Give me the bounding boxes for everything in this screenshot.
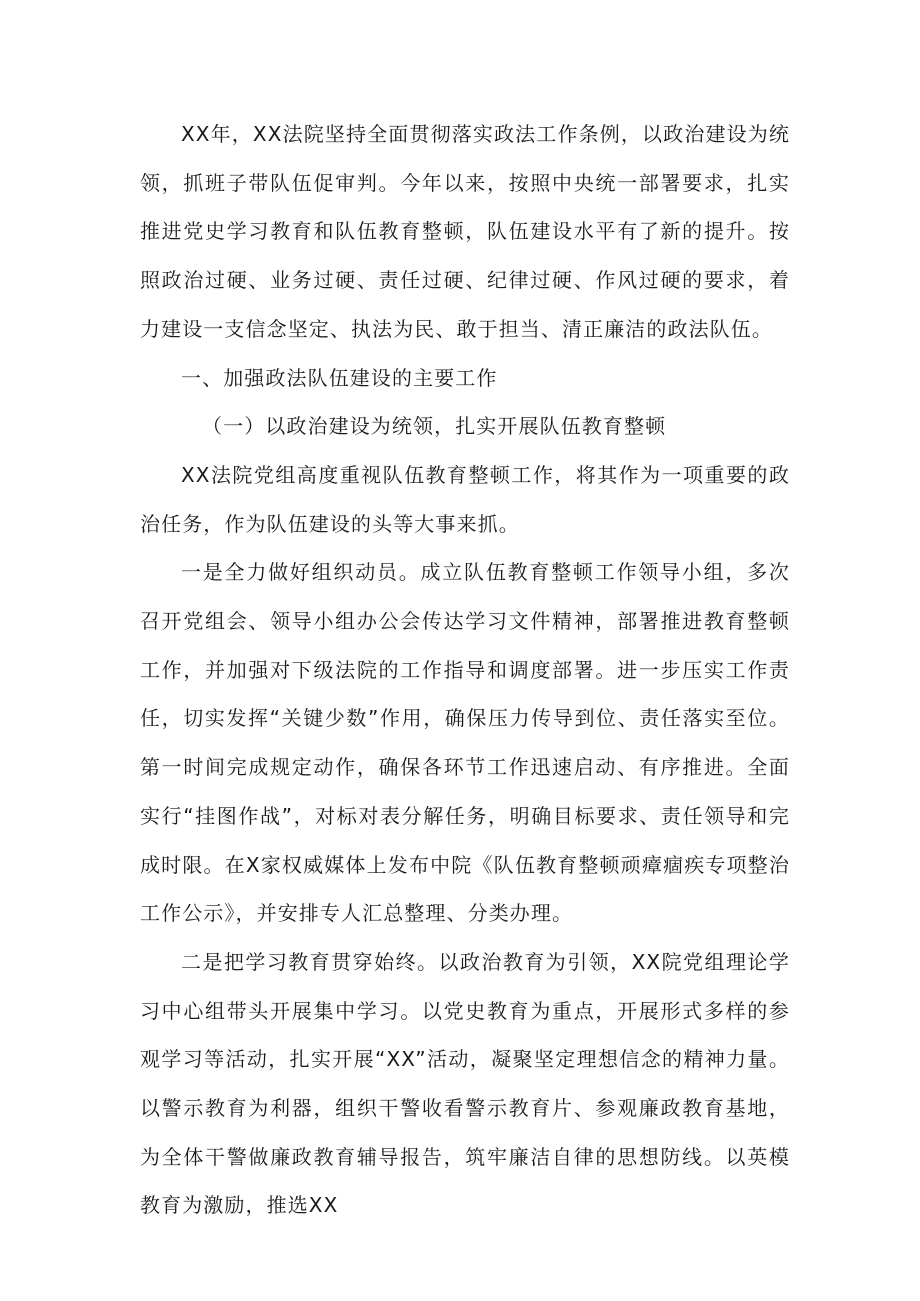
body-paragraph: 二是把学习教育贯穿始终。以政治教育为引领，XX院党组理论学习中心组带头开展集中学习。以党史教育为重点，开展形式多样的参观学习等活动，扎实开展“XX”活动，凝聚坚定理想信念的精神力量。以警示教育为利器，组织干警收看警示教育片、参观廉政教育基地，为全体干警做廉政教育辅导报告，筑牢廉洁自律的思想防线。以英模教育为激励，推选XX — [140, 949, 790, 1218]
body-paragraph: 一是全力做好组织动员。成立队伍教育整顿工作领导小组，多次召开党组会、领导小组办公会传达学习文件精神，部署推进教育整顿工作，并加强对下级法院的工作指导和调度部署。进一步压实工作责任，切实发挥“关键少数”作用，确保压力传导到位、责任落实至位。第一时间完成规定动作，确保各环节工作迅速启动、有序推进。全面实行“挂图作战”，对标对表分解任务，明确目标要求、责任领导和完成时限。在X家权威媒体上发布中院《队伍教育整顿顽瘴痼疾专项整治工作公示》，并安排专人汇总整理、分类办理。 — [140, 560, 790, 926]
body-paragraph: XX法院党组高度重视队伍教育整顿工作，将其作为一项重要的政治任务，作为队伍建设的头等大事来抓。 — [140, 462, 790, 536]
subsection-heading: （一）以政治建设为统领，扎实开展队伍教育整顿 — [202, 414, 667, 439]
document-body — [140, 110, 790, 1230]
section-heading: 一、加强政法队伍建设的主要工作 — [181, 365, 498, 390]
intro-paragraph: XX年，XX法院坚持全面贯彻落实政法工作条例，以政治建设为统领，抓班子带队伍促审判。今年以来，按照中央统一部署要求，扎实推进党史学习教育和队伍教育整顿，队伍建设水平有了新的提升。按照政治过硬、业务过硬、责任过硬、纪律过硬、作风过硬的要求，着力建设一支信念坚定、执法为民、敢于担当、清正廉洁的政法队伍。 — [140, 122, 790, 341]
